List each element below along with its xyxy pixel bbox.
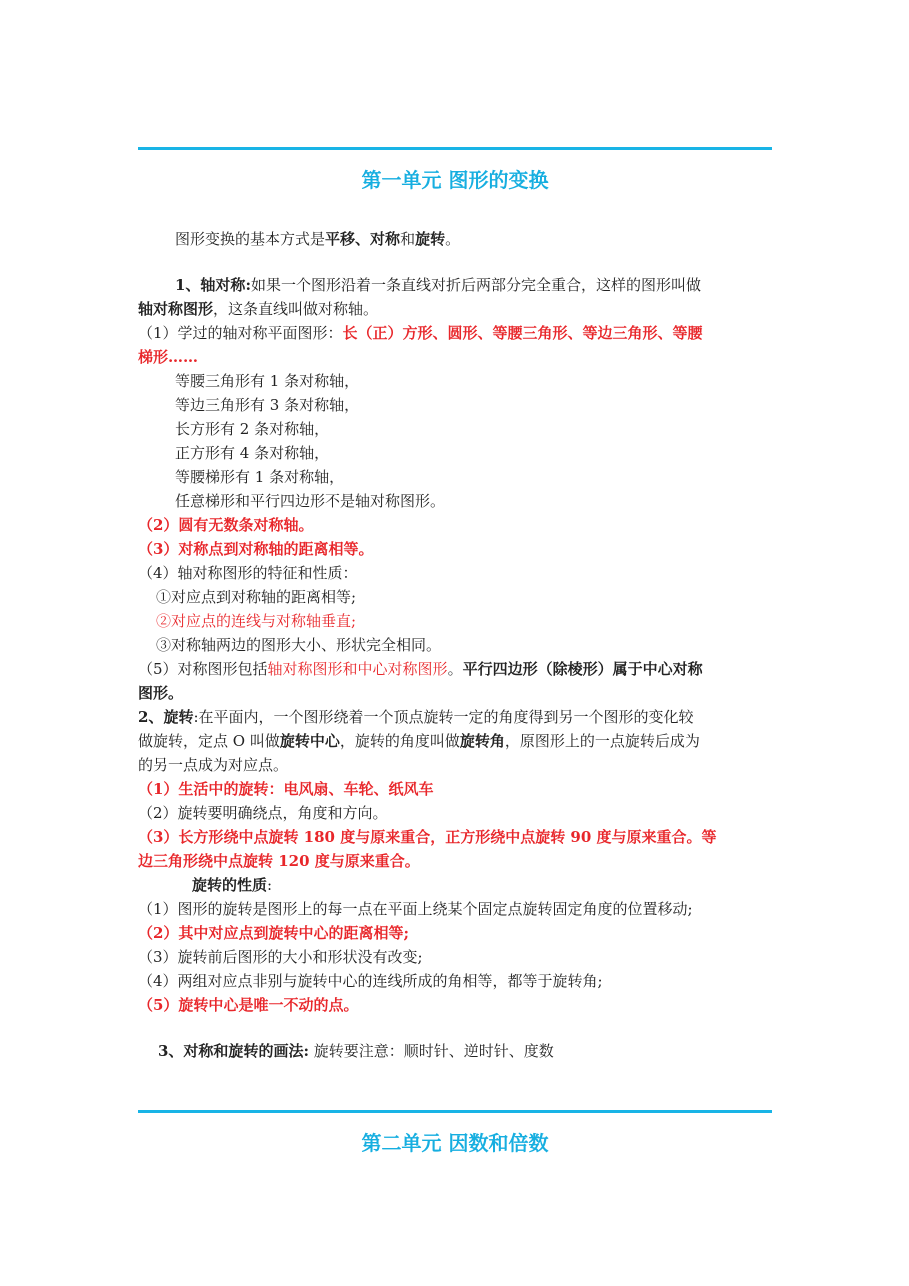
rotation-property-item: （2）其中对应点到旋转中心的距离相等; bbox=[138, 924, 409, 942]
rotation-property-item: （5）旋转中心是唯一不动的点。 bbox=[138, 996, 359, 1014]
s1-p2: （2）圆有无数条对称轴。 bbox=[138, 516, 314, 534]
s1-p5-types: 轴对称图形和中心对称图形 bbox=[267, 660, 448, 678]
axis-count-item: 等腰三角形有 1 条对称轴， bbox=[175, 372, 360, 390]
term-rotation-center: 旋转中心 bbox=[279, 732, 340, 750]
s3-line bbox=[138, 1039, 792, 1063]
unit1-title: 第一单元 图形的变换 bbox=[361, 168, 549, 192]
s2-definition-line2 bbox=[138, 729, 772, 753]
s2-text: 在平面内，一个图形绕着一个顶点旋转一定的角度得到另一个图形的变化较 bbox=[198, 708, 694, 726]
s2-properties-title bbox=[138, 873, 826, 897]
s1-p4-item: ③对称轴两边的图形大小、形状完全相同。 bbox=[156, 636, 442, 654]
document-page bbox=[138, 0, 772, 1286]
section-divider-unit2 bbox=[138, 1110, 772, 1113]
rotation-property-item: （4）两组对应点非别与旋转中心的连线所成的角相等，都等于旋转角; bbox=[138, 972, 603, 990]
rotation-property-item: （3）旋转前后图形的大小和形状没有改变; bbox=[138, 948, 423, 966]
s1-definition-line2 bbox=[138, 297, 772, 321]
term-symmetry: 对称 bbox=[370, 230, 401, 248]
s3-text: 旋转要注意：顺时针、逆时针、度数 bbox=[308, 1042, 554, 1060]
s2-label: 旋转 bbox=[163, 708, 194, 726]
s1-p1-line1 bbox=[138, 321, 772, 345]
intro-paragraph bbox=[138, 227, 809, 251]
unit2-title: 第二单元 因数和倍数 bbox=[361, 1131, 549, 1155]
s1-p5-line1 bbox=[138, 657, 772, 681]
s2-text: 做旋转，定点 O 叫做 bbox=[138, 732, 280, 750]
s3-label: 3、对称和旋转的画法: bbox=[158, 1042, 309, 1060]
s1-p1-shapes: 长（正）方形、圆形、等腰三角形、等边三角形、等腰 bbox=[342, 324, 703, 342]
s1-p1-line2: 梯形…… bbox=[138, 348, 199, 366]
axis-count-item: 任意梯形和平行四边形不是轴对称图形。 bbox=[175, 492, 446, 510]
s1-p5-mid: 。 bbox=[447, 660, 463, 678]
s2-text: ，旋转的角度叫做 bbox=[339, 732, 460, 750]
s1-label: 1、轴对称 bbox=[175, 276, 246, 294]
axis-count-item: 长方形有 2 条对称轴， bbox=[175, 420, 330, 438]
s1-definition-line1 bbox=[138, 273, 809, 297]
s2-definition-line3: 的另一点成为对应点。 bbox=[138, 756, 289, 774]
s2-colon: : bbox=[193, 708, 199, 726]
s2-p3-line1: （3）长方形绕中点旋转 180 度与原来重合，正方形绕中点旋转 90 度与原来重合。等 bbox=[138, 828, 717, 846]
term-rotation-angle: 旋转角 bbox=[459, 732, 505, 750]
s2-p1: （1）生活中的旋转：电风扇、车轮、纸风车 bbox=[138, 780, 434, 798]
s1-p3: （3）对称点到对称轴的距离相等。 bbox=[138, 540, 374, 558]
term-rotation: 旋转 bbox=[415, 230, 446, 248]
s1-p5-line2: 图形。 bbox=[138, 684, 184, 702]
s1-p4: （4）轴对称图形的特征和性质： bbox=[138, 564, 358, 582]
axis-count-item: 等腰梯形有 1 条对称轴， bbox=[175, 468, 345, 486]
s2-label-num: 2、 bbox=[138, 708, 164, 726]
s1-colon: : bbox=[245, 276, 251, 294]
s1-p5-note: 平行四边形（除棱形）属于中心对称 bbox=[462, 660, 703, 678]
section-divider-unit1 bbox=[138, 147, 772, 150]
s2-definition-line1 bbox=[138, 705, 772, 729]
intro-sep: 、 bbox=[355, 230, 371, 248]
term-axisymmetric: 轴对称图形 bbox=[138, 300, 214, 318]
term-translation: 平移 bbox=[325, 230, 356, 248]
properties-title-colon: : bbox=[267, 876, 273, 894]
axis-count-item: 正方形有 4 条对称轴， bbox=[175, 444, 330, 462]
s1-p5-prefix: （5）对称图形包括 bbox=[138, 660, 268, 678]
properties-title-text: 旋转的性质 bbox=[192, 876, 268, 894]
s2-p2: （2）旋转要明确绕点，角度和方向。 bbox=[138, 804, 388, 822]
s1-p1-prefix: （1）学过的轴对称平面图形： bbox=[138, 324, 343, 342]
intro-end: 。 bbox=[445, 230, 461, 248]
s1-p4-item: ②对应点的连线与对称轴垂直; bbox=[156, 612, 357, 630]
s1-text: 如果一个图形沿着一条直线对折后两部分完全重合，这样的图形叫做 bbox=[250, 276, 701, 294]
axis-count-item: 等边三角形有 3 条对称轴， bbox=[175, 396, 360, 414]
rotation-property-item: （1）图形的旋转是图形上的每一点在平面上绕某个固定点旋转固定角度的位置移动; bbox=[138, 900, 693, 918]
s1-text: ，这条直线叫做对称轴。 bbox=[213, 300, 379, 318]
intro-sep: 和 bbox=[400, 230, 416, 248]
s2-p3-line2: 边三角形绕中点旋转 120 度与原来重合。 bbox=[138, 852, 420, 870]
intro-text: 图形变换的基本方式是 bbox=[175, 230, 326, 248]
s2-text: ，原图形上的一点旋转后成为 bbox=[504, 732, 700, 750]
s1-p4-item: ①对应点到对称轴的距离相等; bbox=[156, 588, 357, 606]
